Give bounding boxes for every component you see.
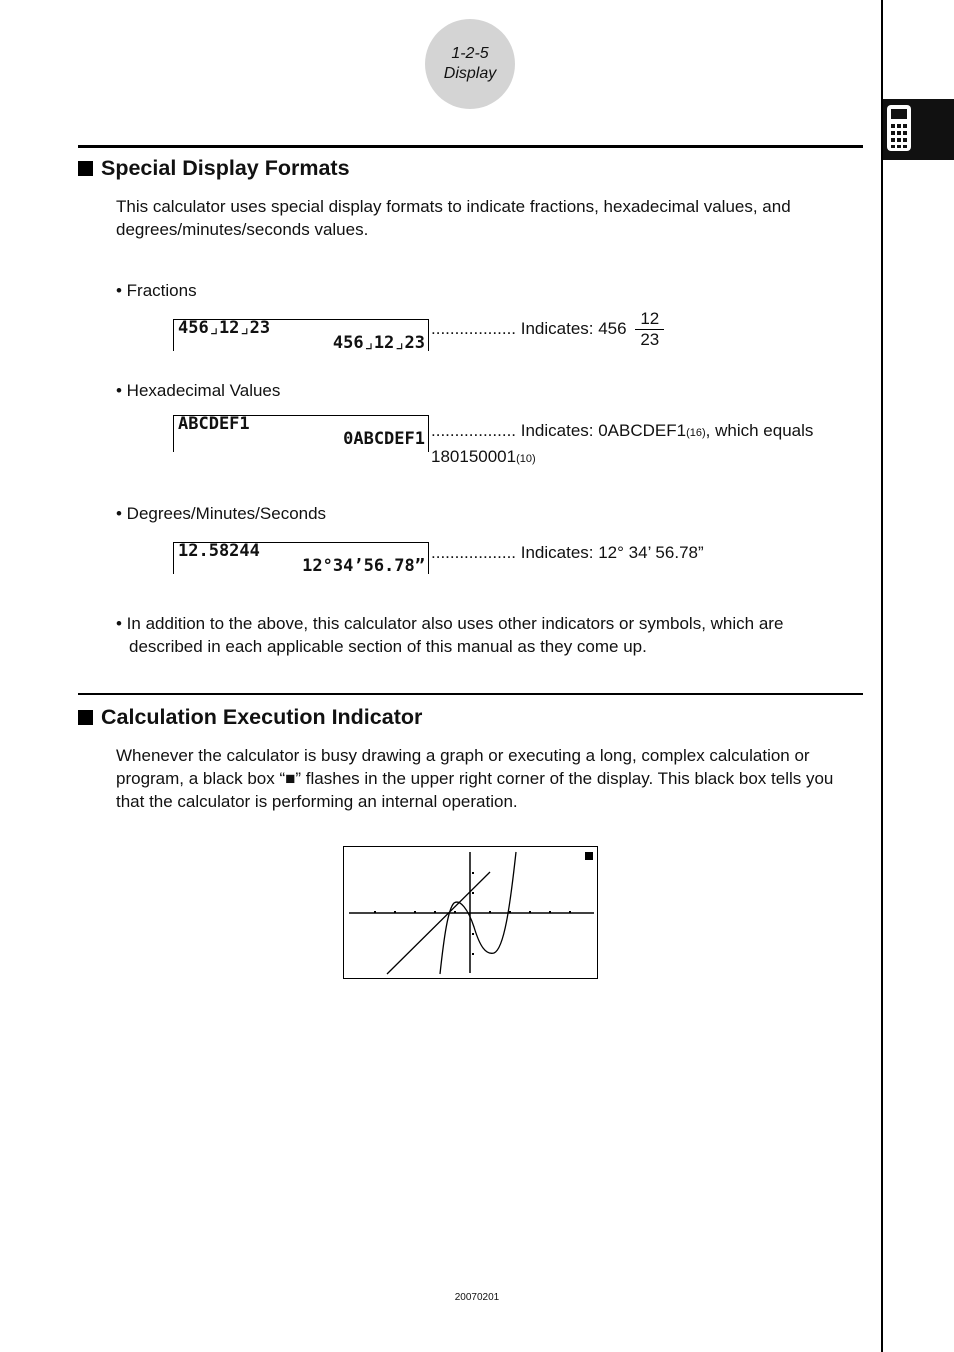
fractions-screen — [173, 319, 429, 351]
dms-label: • Degrees/Minutes/Seconds — [116, 504, 327, 523]
section2-title: Calculation Execution Indicator — [101, 705, 423, 729]
section1-title: Special Display Formats — [101, 156, 350, 180]
section1-intro: This calculator uses special display formats to indicate fractions, hexadecimal values, and degrees/minutes/seconds values. — [116, 197, 791, 239]
fraction-denominator: 23 — [640, 330, 660, 349]
fractions-indicator-text: .................. Indicates: 456 — [431, 318, 627, 338]
hex-base-10: (10) — [516, 453, 536, 465]
dms-screen — [173, 542, 429, 574]
page-number: 1-2-5 — [451, 45, 489, 62]
section1-rule — [78, 145, 863, 148]
hex-indicator-mid: , which equals — [705, 421, 814, 440]
fraction-numerator: 12 — [635, 309, 664, 330]
hex-screen-input: ABCDEF1 — [178, 414, 250, 434]
page-section: Display — [443, 65, 497, 82]
hex-label: • Hexadecimal Values — [116, 381, 281, 400]
graph-screen — [343, 846, 598, 979]
section2-heading — [78, 705, 422, 730]
dms-screen-result: 12°34’56.78” — [302, 556, 425, 576]
hex-base-16: (16) — [686, 427, 706, 439]
footer-code: 20070201 — [454, 1292, 500, 1303]
line-graph — [387, 872, 490, 974]
fractions-indicator — [431, 309, 664, 350]
section2-body: Whenever the calculator is busy drawing a graph or executing a long, complex calculation or program, a black box “■” flashes in the upper right corner of the display. This black box tells you that the calculator is performing an internal operation. — [116, 746, 834, 811]
graph-plot — [344, 847, 597, 978]
section2-rule — [78, 693, 863, 695]
section1-note: • In addition to the above, this calculator also uses other indicators or symbols, which are described in each applicable section of this manual as they come up. — [116, 614, 784, 656]
square-bullet-icon — [78, 161, 93, 176]
page-badge — [425, 19, 515, 109]
hex-indicator-text: .................. Indicates: 0ABCDEF1 — [431, 421, 687, 440]
hex-screen-result: 0ABCDEF1 — [343, 429, 425, 449]
hex-indicator — [431, 419, 851, 471]
fractions-screen-input: 456⌟12⌟23 — [178, 318, 271, 338]
fractions-label: • Fractions — [116, 281, 197, 300]
busy-indicator-box — [585, 852, 593, 860]
dms-indicator: .................. Indicates: 12° 34’ 56.78” — [431, 543, 704, 562]
dms-screen-input: 12.58244 — [178, 541, 260, 561]
calculator-icon — [886, 104, 912, 152]
section1-heading — [78, 156, 350, 181]
page-edge-line — [881, 0, 883, 1352]
square-bullet-icon — [78, 710, 93, 725]
fraction — [635, 309, 664, 350]
hex-screen — [173, 415, 429, 452]
hex-decimal-value: 180150001 — [431, 447, 517, 466]
fractions-screen-result: 456⌟12⌟23 — [332, 333, 425, 353]
chapter-tab — [883, 99, 954, 160]
